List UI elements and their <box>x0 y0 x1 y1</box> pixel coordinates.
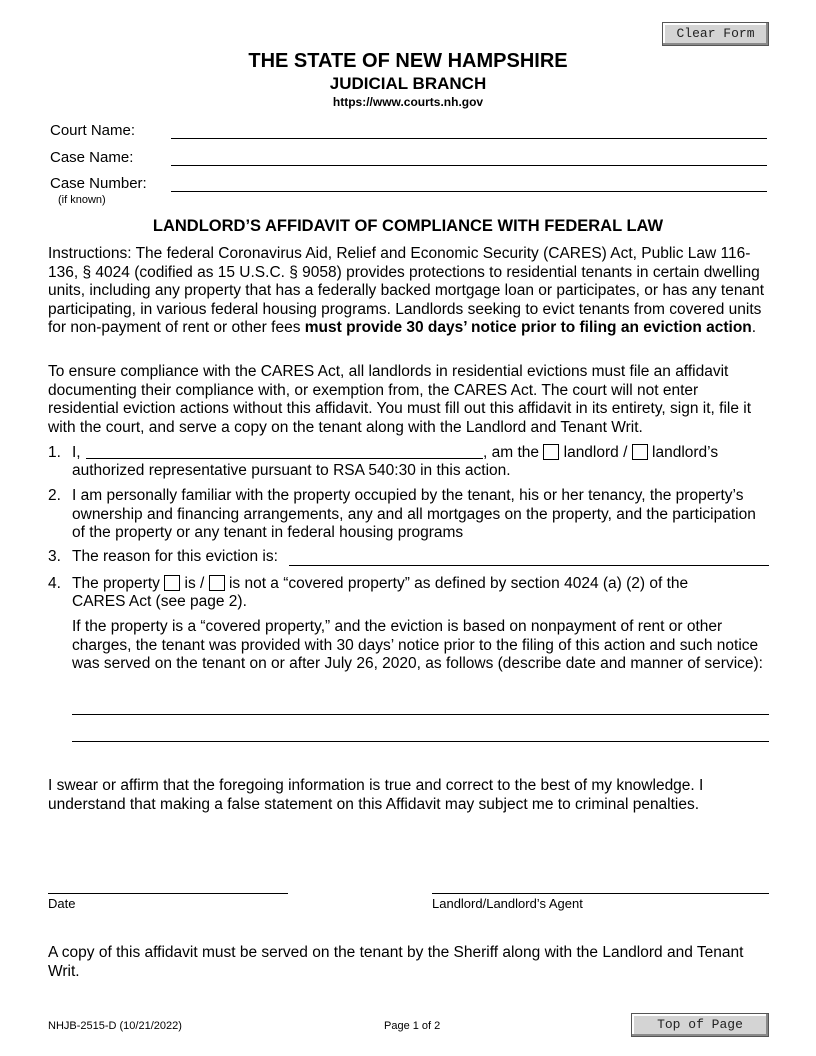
if-known-note: (if known) <box>58 194 106 206</box>
service-description-line-2[interactable] <box>72 741 769 742</box>
landlords-rep-checkbox[interactable] <box>632 444 648 460</box>
case-name-label: Case Name: <box>50 149 134 166</box>
form-title: LANDLORD’S AFFIDAVIT OF COMPLIANCE WITH FEDERAL LAW <box>152 217 664 235</box>
case-name-field[interactable] <box>171 165 767 166</box>
item-2-text: I am personally familiar with the property occupied by the tenant, his or her tenancy, the property’s ownership and financing arrangements, any and all mortgages on the property, and the participation of the property or any tenant in federal housing programs <box>72 487 756 541</box>
oath-paragraph: I swear or affirm that the foregoing information is true and correct to the best of my knowledge. I understand that making a false statement on this Affidavit may subject me to criminal penalties. <box>48 777 704 813</box>
item-3-number: 3. <box>48 548 61 565</box>
service-description-line-1[interactable] <box>72 714 769 715</box>
case-number-label: Case Number: <box>50 175 147 192</box>
instructions-paragraph: Instructions: The federal Coronavirus Aid, Relief and Economic Security (CARES) Act, Public Law 116-136, § 4024 (codified as 15 U.S.C. § 9058) provides protections to residential tenants in certain dwelling units, including any property that has a federally backed mortgage loan or participates, or has any tenant participating, in various federal housing programs. Landlords seeking to evict tenants from covered units for non-payment of rent or other fees must provide 30 days’ notice prior to filing an eviction action. <box>48 245 765 336</box>
item-2-number: 2. <box>48 487 61 504</box>
page-number: Page 1 of 2 <box>384 1020 441 1032</box>
clear-form-button[interactable]: Clear Form <box>662 22 769 46</box>
item-3-text: The reason for this eviction is: <box>72 548 278 565</box>
date-field[interactable] <box>48 893 288 894</box>
top-of-page-button[interactable]: Top of Page <box>631 1013 769 1037</box>
item-4-paragraph: If the property is a “covered property,” and the eviction is based on nonpayment of rent or other charges, the tenant was provided with 30 days’ notice prior to the filing of this action and such notice was served on the tenant on or after July 26, 2020, as follows (describe date and manner of service): <box>72 618 763 672</box>
date-label: Date <box>48 896 76 911</box>
compliance-paragraph: To ensure compliance with the CARES Act, all landlords in residential evictions must file an affidavit documenting their compliance with, or exemption from, the CARES Act. The court will not enter residential eviction actions without this affidavit. You must fill out this affidavit in its entirety, sign it, file it with the court, and serve a copy on the tenant along with the Landlord and Tenant Writ. <box>48 363 752 436</box>
item-1-number: 1. <box>48 444 61 461</box>
court-name-field[interactable] <box>171 138 767 139</box>
item-1-role: , am the landlord / landlord’s <box>483 444 719 461</box>
is-covered-checkbox[interactable] <box>164 575 180 591</box>
branch-title: JUDICIAL BRANCH <box>329 74 487 93</box>
item-1-start: I, <box>72 444 81 461</box>
landlord-checkbox[interactable] <box>543 444 559 460</box>
eviction-reason-field[interactable] <box>289 565 769 566</box>
courts-url: https://www.courts.nh.gov <box>332 95 484 109</box>
item-1-rest: authorized representative pursuant to RSA 540:30 in this action. <box>72 462 511 479</box>
is-not-covered-checkbox[interactable] <box>209 575 225 591</box>
item-4-line: The property is / is not a “covered property” as defined by section 4024 (a) (2) of the <box>72 575 689 592</box>
form-id: NHJB-2515-D (10/21/2022) <box>48 1020 182 1032</box>
agent-signature-field[interactable] <box>432 893 769 894</box>
item-4-rest: CARES Act (see page 2). <box>72 593 247 610</box>
court-name-label: Court Name: <box>50 122 136 139</box>
case-number-field[interactable] <box>171 191 767 192</box>
state-title: THE STATE OF NEW HAMPSHIRE <box>248 50 568 72</box>
item-4-number: 4. <box>48 575 61 592</box>
agent-label: Landlord/Landlord’s Agent <box>432 896 583 911</box>
affiant-name-field[interactable] <box>86 458 483 459</box>
service-note: A copy of this affidavit must be served on the tenant by the Sheriff along with the Landlord and Tenant Writ. <box>48 944 744 980</box>
